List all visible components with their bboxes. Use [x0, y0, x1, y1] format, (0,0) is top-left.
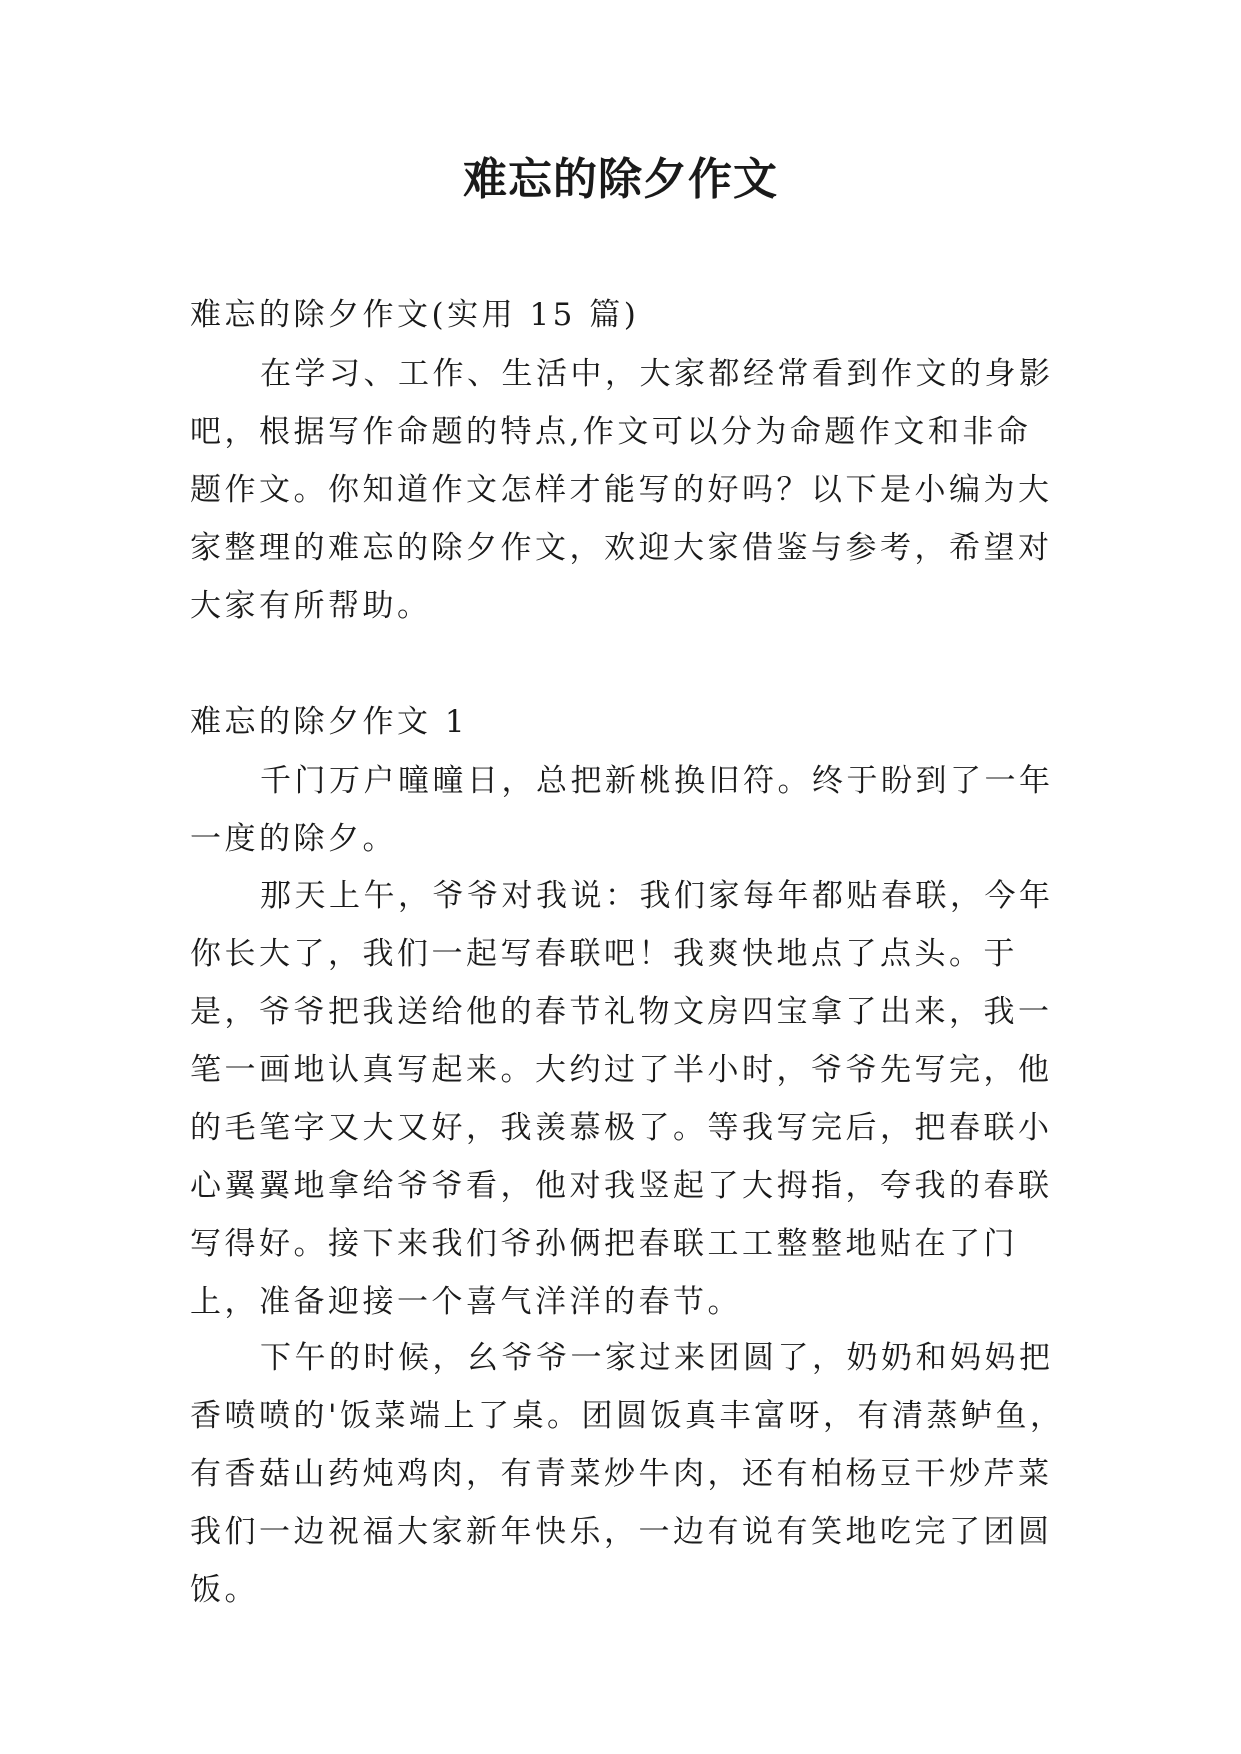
- essay-paragraph-1: 千门万户曈曈日，总把新桃换旧符。终于盼到了一年一度的除夕。: [190, 763, 1054, 857]
- section-heading: 难忘的除夕作文 1: [190, 704, 469, 740]
- essay-paragraph-3: 下午的时候，幺爷爷一家过来团圆了，奶奶和妈妈把香喷喷的'饭菜端上了桌。团圆饭真丰富呀，有清蒸鲈鱼，有香菇山药炖鸡肉，有青菜炒牛肉，还有柏杨豆干炒芹菜我们一边祝福大家新年快乐，一边有说有笑地吃完了团圆饭。: [190, 1340, 1065, 1608]
- essay-paragraph-2: 那天上午，爷爷对我说：我们家每年都贴春联，今年你长大了，我们一起写春联吧！我爽快地点了点头。于是，爷爷把我送给他的春节礼物文房四宝拿了出来，我一笔一画地认真写起来。大约过了半小时，爷爷先写完，他的毛笔字又大又好，我羡慕极了。等我写完后，把春联小心翼翼地拿给爷爷看，他对我竖起了大拇指，夸我的春联写得好。接下来我们爷孙俩把春联工工整整地贴在了门上，准备迎接一个喜气洋洋的春节。: [190, 878, 1054, 1320]
- document-subtitle: 难忘的除夕作文(实用 15 篇): [190, 297, 640, 333]
- intro-paragraph: 在学习、工作、生活中，大家都经常看到作文的身影吧，根据写作命题的特点,作文可以分为命题作文和非命题作文。你知道作文怎样才能写的好吗？以下是小编为大家整理的难忘的除夕作文，欢迎大家借鉴与参考，希望对大家有所帮助。: [190, 356, 1054, 624]
- document-title: 难忘的除夕作文: [463, 154, 778, 205]
